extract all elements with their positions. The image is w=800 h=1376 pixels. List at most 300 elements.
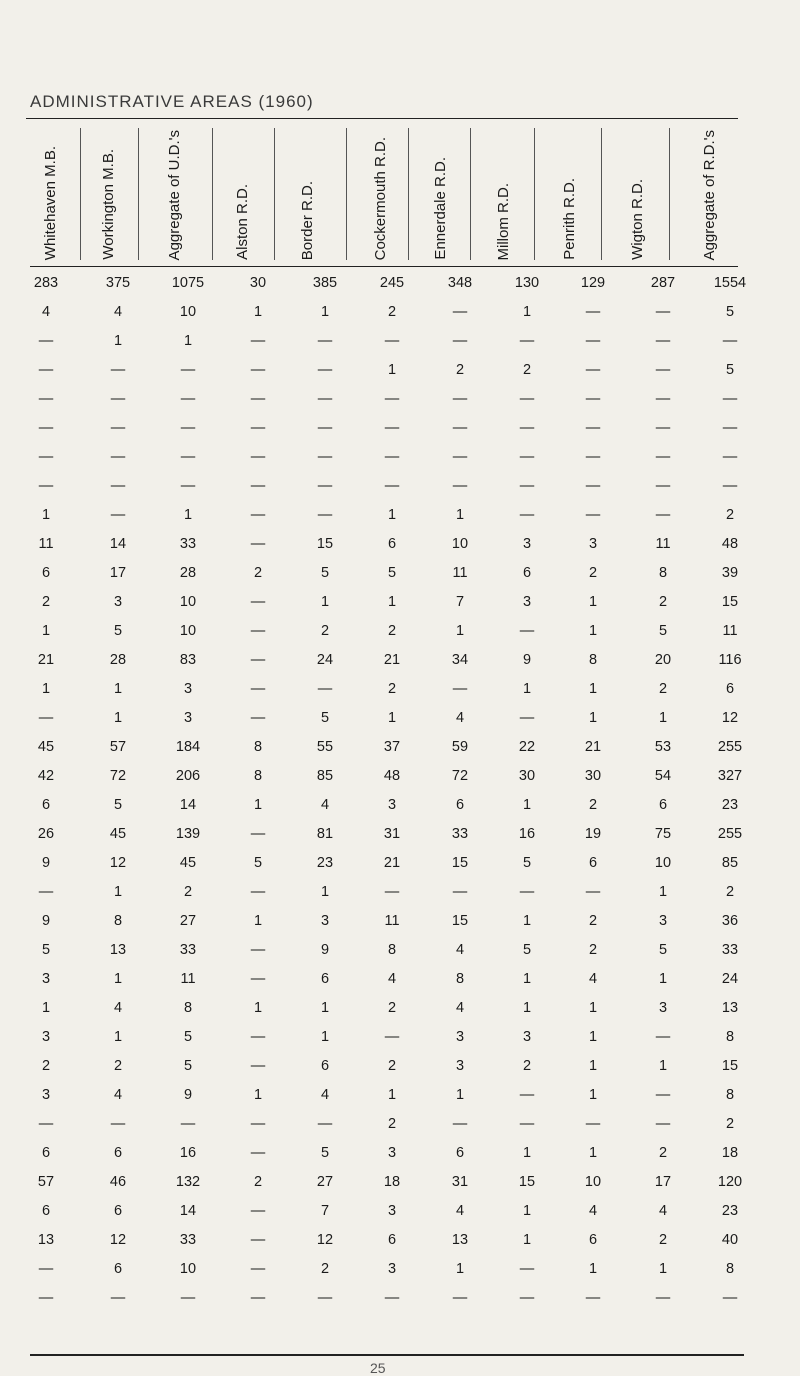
column-header bbox=[549, 128, 589, 260]
table-cell: 1 bbox=[183, 506, 193, 523]
table-cell: 1 bbox=[253, 999, 263, 1016]
table-cell: 6 bbox=[658, 796, 668, 813]
table-cell: 8 bbox=[725, 1086, 735, 1103]
table-cell: 9 bbox=[183, 1086, 193, 1103]
table-cell: 6 bbox=[588, 1231, 598, 1248]
table-cell: — bbox=[519, 1260, 535, 1277]
column-separator bbox=[212, 128, 213, 260]
table-cell: — bbox=[452, 680, 468, 697]
table-row bbox=[0, 1283, 800, 1312]
table-cell: 1 bbox=[588, 1144, 598, 1161]
header-rule bbox=[30, 266, 738, 267]
table-cell: 75 bbox=[654, 825, 672, 842]
table-cell: 6 bbox=[113, 1144, 123, 1161]
table-cell: — bbox=[585, 1289, 601, 1306]
table-cell: 1 bbox=[253, 912, 263, 929]
table-cell: 40 bbox=[721, 1231, 739, 1248]
table-cell: — bbox=[250, 419, 266, 436]
table-cell: 1 bbox=[113, 332, 123, 349]
table-cell: 1 bbox=[522, 1202, 532, 1219]
table-cell: 81 bbox=[316, 825, 334, 842]
table-cell: 1 bbox=[588, 709, 598, 726]
table-cell: 83 bbox=[179, 651, 197, 668]
table-cell: 6 bbox=[41, 796, 51, 813]
table-cell: 48 bbox=[721, 535, 739, 552]
table-cell: 1 bbox=[41, 999, 51, 1016]
table-cell: — bbox=[655, 506, 671, 523]
table-cell: 9 bbox=[522, 651, 532, 668]
table-cell: 11 bbox=[38, 535, 54, 552]
table-cell: — bbox=[722, 448, 738, 465]
table-cell: 33 bbox=[179, 1231, 197, 1248]
table-cell: — bbox=[519, 1115, 535, 1132]
table-cell: 2 bbox=[725, 1115, 735, 1132]
table-cell: — bbox=[317, 680, 333, 697]
table-cell: 1 bbox=[41, 622, 51, 639]
table-cell: 6 bbox=[320, 1057, 330, 1074]
table-row bbox=[0, 1109, 800, 1138]
table-row bbox=[0, 616, 800, 645]
table-cell: 1 bbox=[455, 1260, 465, 1277]
table-cell: 3 bbox=[320, 912, 330, 929]
table-cell: 28 bbox=[109, 651, 127, 668]
table-cell: — bbox=[250, 361, 266, 378]
table-cell: — bbox=[250, 622, 266, 639]
table-cell: 6 bbox=[113, 1202, 123, 1219]
table-cell: 26 bbox=[37, 825, 55, 842]
table-cell: — bbox=[250, 477, 266, 494]
table-row bbox=[0, 529, 800, 558]
table-cell: 1 bbox=[387, 593, 397, 610]
table-cell: — bbox=[250, 1289, 266, 1306]
table-cell: 15 bbox=[518, 1173, 536, 1190]
column-header bbox=[689, 128, 729, 260]
table-cell: 46 bbox=[109, 1173, 127, 1190]
table-cell: 2 bbox=[725, 883, 735, 900]
table-cell: 2 bbox=[658, 1231, 668, 1248]
column-header bbox=[360, 128, 400, 260]
table-cell: 2 bbox=[658, 680, 668, 697]
table-cell: 1 bbox=[113, 709, 123, 726]
table-cell: — bbox=[180, 361, 196, 378]
table-cell: 8 bbox=[253, 767, 263, 784]
table-cell: 3 bbox=[183, 709, 193, 726]
table-row bbox=[0, 819, 800, 848]
table-row bbox=[0, 935, 800, 964]
table-cell: 7 bbox=[320, 1202, 330, 1219]
table-cell: 15 bbox=[316, 535, 334, 552]
table-row bbox=[0, 1022, 800, 1051]
table-cell: — bbox=[317, 332, 333, 349]
table-cell: 31 bbox=[383, 825, 401, 842]
table-cell: — bbox=[655, 1086, 671, 1103]
table-cell: — bbox=[452, 1289, 468, 1306]
table-cell: 3 bbox=[455, 1057, 465, 1074]
table-cell: 21 bbox=[383, 651, 401, 668]
table-cell: 4 bbox=[455, 709, 465, 726]
column-header-label: Millom R.D. bbox=[494, 182, 512, 260]
table-cell: 5 bbox=[183, 1057, 193, 1074]
table-cell: 15 bbox=[721, 593, 739, 610]
table-cell: 1 bbox=[387, 361, 397, 378]
table-cell: — bbox=[585, 332, 601, 349]
table-cell: 1075 bbox=[171, 274, 205, 291]
table-cell: — bbox=[317, 419, 333, 436]
table-cell: 2 bbox=[588, 796, 598, 813]
table-cell: 5 bbox=[725, 361, 735, 378]
table-cell: 5 bbox=[320, 564, 330, 581]
table-cell: 3 bbox=[522, 593, 532, 610]
table-cell: 19 bbox=[584, 825, 602, 842]
table-cell: — bbox=[519, 390, 535, 407]
table-cell: 1 bbox=[522, 912, 532, 929]
table-cell: 1 bbox=[522, 303, 532, 320]
table-cell: 27 bbox=[316, 1173, 334, 1190]
table-row bbox=[0, 790, 800, 819]
table-cell: 2 bbox=[588, 564, 598, 581]
table-row bbox=[0, 993, 800, 1022]
table-cell: — bbox=[722, 419, 738, 436]
table-cell: 6 bbox=[41, 1144, 51, 1161]
table-cell: 10 bbox=[584, 1173, 602, 1190]
table-cell: 34 bbox=[451, 651, 469, 668]
table-cell: 3 bbox=[183, 680, 193, 697]
table-cell: — bbox=[180, 477, 196, 494]
table-cell: 23 bbox=[721, 796, 739, 813]
column-header-label: Wigton R.D. bbox=[628, 179, 646, 260]
table-row bbox=[0, 558, 800, 587]
table-cell: 6 bbox=[320, 970, 330, 987]
table-cell: — bbox=[317, 506, 333, 523]
table-cell: 12 bbox=[316, 1231, 334, 1248]
table-cell: 1 bbox=[320, 1028, 330, 1045]
column-separator bbox=[346, 128, 347, 260]
table-cell: 15 bbox=[451, 854, 469, 871]
table-cell: — bbox=[110, 448, 126, 465]
table-cell: 6 bbox=[41, 564, 51, 581]
table-cell: — bbox=[452, 477, 468, 494]
table-cell: — bbox=[110, 1289, 126, 1306]
table-cell: 8 bbox=[387, 941, 397, 958]
table-cell: 2 bbox=[320, 622, 330, 639]
table-cell: 57 bbox=[37, 1173, 55, 1190]
table-cell: — bbox=[519, 709, 535, 726]
page-number: 25 bbox=[370, 1360, 386, 1376]
table-cell: — bbox=[655, 1289, 671, 1306]
table-row bbox=[0, 297, 800, 326]
table-cell: 13 bbox=[451, 1231, 469, 1248]
column-header-label: Cockermouth R.D. bbox=[371, 136, 389, 260]
table-cell: 6 bbox=[725, 680, 735, 697]
table-cell: — bbox=[519, 448, 535, 465]
column-header bbox=[154, 128, 194, 260]
table-cell: 24 bbox=[316, 651, 334, 668]
table-cell: — bbox=[110, 1115, 126, 1132]
table-cell: — bbox=[38, 361, 54, 378]
table-cell: 4 bbox=[658, 1202, 668, 1219]
table-cell: 5 bbox=[113, 622, 123, 639]
table-cell: 4 bbox=[41, 303, 51, 320]
table-cell: 1 bbox=[522, 1231, 532, 1248]
column-separator bbox=[470, 128, 471, 260]
table-cell: 28 bbox=[179, 564, 197, 581]
table-cell: 6 bbox=[41, 1202, 51, 1219]
table-cell: 23 bbox=[316, 854, 334, 871]
table-cell: 6 bbox=[522, 564, 532, 581]
column-header bbox=[222, 128, 262, 260]
bottom-rule bbox=[30, 1354, 744, 1356]
table-cell: 6 bbox=[387, 1231, 397, 1248]
table-cell: 11 bbox=[384, 912, 400, 929]
table-cell: — bbox=[384, 419, 400, 436]
table-cell: — bbox=[655, 1028, 671, 1045]
table-cell: — bbox=[519, 883, 535, 900]
table-row bbox=[0, 587, 800, 616]
table-cell: 45 bbox=[37, 738, 55, 755]
table-cell: — bbox=[519, 1289, 535, 1306]
table-cell: 30 bbox=[249, 274, 267, 291]
table-cell: — bbox=[452, 419, 468, 436]
table-cell: 1 bbox=[588, 622, 598, 639]
table-cell: 14 bbox=[109, 535, 127, 552]
table-cell: — bbox=[722, 1289, 738, 1306]
table-cell: 42 bbox=[37, 767, 55, 784]
table-cell: 39 bbox=[721, 564, 739, 581]
table-cell: 2 bbox=[522, 361, 532, 378]
table-cell: — bbox=[250, 1231, 266, 1248]
table-cell: 21 bbox=[584, 738, 602, 755]
table-cell: 10 bbox=[451, 535, 469, 552]
table-cell: — bbox=[585, 477, 601, 494]
column-separator bbox=[534, 128, 535, 260]
table-row bbox=[0, 1138, 800, 1167]
table-cell: — bbox=[250, 1202, 266, 1219]
column-header bbox=[287, 128, 327, 260]
table-cell: — bbox=[110, 361, 126, 378]
table-cell: 33 bbox=[451, 825, 469, 842]
table-cell: — bbox=[38, 883, 54, 900]
table-cell: — bbox=[110, 506, 126, 523]
column-header bbox=[88, 128, 128, 260]
table-cell: — bbox=[180, 419, 196, 436]
table-cell: 37 bbox=[383, 738, 401, 755]
table-cell: — bbox=[38, 1260, 54, 1277]
table-cell: — bbox=[722, 390, 738, 407]
table-cell: 15 bbox=[451, 912, 469, 929]
table-cell: 1 bbox=[253, 796, 263, 813]
table-row bbox=[0, 848, 800, 877]
table-row bbox=[0, 413, 800, 442]
table-cell: 1 bbox=[183, 332, 193, 349]
table-cell: 1 bbox=[522, 999, 532, 1016]
table-cell: — bbox=[452, 303, 468, 320]
table-cell: 10 bbox=[179, 303, 197, 320]
table-cell: 132 bbox=[175, 1173, 201, 1190]
table-cell: 3 bbox=[387, 1260, 397, 1277]
table-cell: 2 bbox=[387, 303, 397, 320]
table-cell: 1 bbox=[658, 709, 668, 726]
table-cell: — bbox=[317, 477, 333, 494]
table-cell: 130 bbox=[514, 274, 540, 291]
table-cell: 5 bbox=[183, 1028, 193, 1045]
table-cell: 7 bbox=[455, 593, 465, 610]
table-cell: 2 bbox=[387, 680, 397, 697]
table-cell: 59 bbox=[451, 738, 469, 755]
table-cell: 2 bbox=[387, 1115, 397, 1132]
table-cell: 5 bbox=[658, 941, 668, 958]
table-cell: 2 bbox=[253, 564, 263, 581]
table-cell: — bbox=[250, 390, 266, 407]
table-cell: 1 bbox=[320, 883, 330, 900]
table-cell: 3 bbox=[658, 999, 668, 1016]
table-cell: 245 bbox=[379, 274, 405, 291]
table-cell: 9 bbox=[320, 941, 330, 958]
column-header-label: Workington M.B. bbox=[99, 149, 117, 260]
table-cell: — bbox=[317, 390, 333, 407]
table-cell: 6 bbox=[113, 1260, 123, 1277]
table-cell: 255 bbox=[717, 825, 743, 842]
table-cell: — bbox=[317, 361, 333, 378]
table-cell: 2 bbox=[658, 1144, 668, 1161]
table-cell: 5 bbox=[522, 941, 532, 958]
table-cell: — bbox=[180, 1289, 196, 1306]
table-cell: 3 bbox=[455, 1028, 465, 1045]
table-cell: 1 bbox=[658, 883, 668, 900]
table-cell: 21 bbox=[383, 854, 401, 871]
table-cell: 8 bbox=[725, 1028, 735, 1045]
column-header-label: Alston R.D. bbox=[233, 184, 251, 260]
table-cell: 5 bbox=[387, 564, 397, 581]
table-cell: 11 bbox=[655, 535, 671, 552]
table-cell: 22 bbox=[518, 738, 536, 755]
table-cell: — bbox=[110, 390, 126, 407]
table-cell: 5 bbox=[725, 303, 735, 320]
table-row bbox=[0, 1167, 800, 1196]
table-cell: 72 bbox=[109, 767, 127, 784]
table-cell: — bbox=[384, 390, 400, 407]
table-cell: 21 bbox=[37, 651, 55, 668]
table-row bbox=[0, 471, 800, 500]
table-cell: 1 bbox=[588, 593, 598, 610]
table-cell: — bbox=[585, 1115, 601, 1132]
table-cell: 1 bbox=[588, 1260, 598, 1277]
column-header-label: Ennerdale R.D. bbox=[431, 157, 449, 260]
table-cell: — bbox=[250, 448, 266, 465]
table-cell: 2 bbox=[522, 1057, 532, 1074]
table-cell: — bbox=[250, 1260, 266, 1277]
table-cell: 10 bbox=[179, 593, 197, 610]
table-cell: — bbox=[452, 883, 468, 900]
table-cell: 3 bbox=[522, 535, 532, 552]
table-cell: 12 bbox=[109, 1231, 127, 1248]
table-row bbox=[0, 877, 800, 906]
table-cell: 1 bbox=[253, 303, 263, 320]
table-cell: — bbox=[585, 419, 601, 436]
table-cell: 45 bbox=[179, 854, 197, 871]
table-cell: — bbox=[250, 680, 266, 697]
table-row bbox=[0, 964, 800, 993]
table-cell: 206 bbox=[175, 767, 201, 784]
table-cell: — bbox=[655, 448, 671, 465]
table-cell: — bbox=[384, 883, 400, 900]
table-cell: 4 bbox=[455, 1202, 465, 1219]
table-cell: 1 bbox=[588, 1057, 598, 1074]
table-cell: 11 bbox=[722, 622, 738, 639]
table-cell: 23 bbox=[721, 1202, 739, 1219]
table-cell: — bbox=[722, 332, 738, 349]
table-cell: 3 bbox=[387, 796, 397, 813]
table-cell: 6 bbox=[588, 854, 598, 871]
table-cell: 24 bbox=[721, 970, 739, 987]
table-cell: — bbox=[452, 390, 468, 407]
table-cell: 5 bbox=[113, 796, 123, 813]
table-cell: 5 bbox=[658, 622, 668, 639]
table-cell: 129 bbox=[580, 274, 606, 291]
table-cell: — bbox=[722, 477, 738, 494]
table-cell: — bbox=[585, 390, 601, 407]
table-cell: 2 bbox=[183, 883, 193, 900]
table-cell: 8 bbox=[183, 999, 193, 1016]
table-cell: 8 bbox=[588, 651, 598, 668]
table-cell: 1 bbox=[387, 709, 397, 726]
table-cell: 17 bbox=[654, 1173, 672, 1190]
table-cell: 2 bbox=[725, 506, 735, 523]
table-row bbox=[0, 268, 800, 297]
table-row bbox=[0, 384, 800, 413]
table-cell: 1 bbox=[387, 506, 397, 523]
table-cell: 2 bbox=[320, 1260, 330, 1277]
table-cell: — bbox=[250, 1115, 266, 1132]
table-cell: 27 bbox=[179, 912, 197, 929]
table-cell: 54 bbox=[654, 767, 672, 784]
table-row bbox=[0, 1080, 800, 1109]
table-cell: 1 bbox=[588, 1086, 598, 1103]
table-cell: 4 bbox=[113, 999, 123, 1016]
table-cell: 6 bbox=[455, 1144, 465, 1161]
table-cell: 1 bbox=[455, 1086, 465, 1103]
table-cell: 139 bbox=[175, 825, 201, 842]
table-row bbox=[0, 1254, 800, 1283]
table-cell: 4 bbox=[588, 1202, 598, 1219]
table-cell: — bbox=[38, 448, 54, 465]
table-cell: — bbox=[585, 361, 601, 378]
table-cell: 287 bbox=[650, 274, 676, 291]
table-cell: 6 bbox=[387, 535, 397, 552]
column-header bbox=[483, 128, 523, 260]
table-cell: 2 bbox=[41, 593, 51, 610]
table-cell: 1 bbox=[658, 970, 668, 987]
column-separator bbox=[138, 128, 139, 260]
table-cell: 9 bbox=[41, 912, 51, 929]
table-row bbox=[0, 1225, 800, 1254]
table-cell: 9 bbox=[41, 854, 51, 871]
table-cell: 4 bbox=[455, 941, 465, 958]
table-cell: 14 bbox=[179, 1202, 197, 1219]
table-cell: 8 bbox=[253, 738, 263, 755]
table-cell: 283 bbox=[33, 274, 59, 291]
table-cell: — bbox=[250, 1144, 266, 1161]
table-cell: 11 bbox=[452, 564, 468, 581]
table-cell: 5 bbox=[41, 941, 51, 958]
table-cell: 1 bbox=[320, 999, 330, 1016]
table-row bbox=[0, 703, 800, 732]
column-separator bbox=[274, 128, 275, 260]
table-cell: 33 bbox=[179, 535, 197, 552]
table-cell: 385 bbox=[312, 274, 338, 291]
table-cell: — bbox=[38, 1115, 54, 1132]
table-cell: 16 bbox=[179, 1144, 197, 1161]
table-cell: — bbox=[519, 419, 535, 436]
